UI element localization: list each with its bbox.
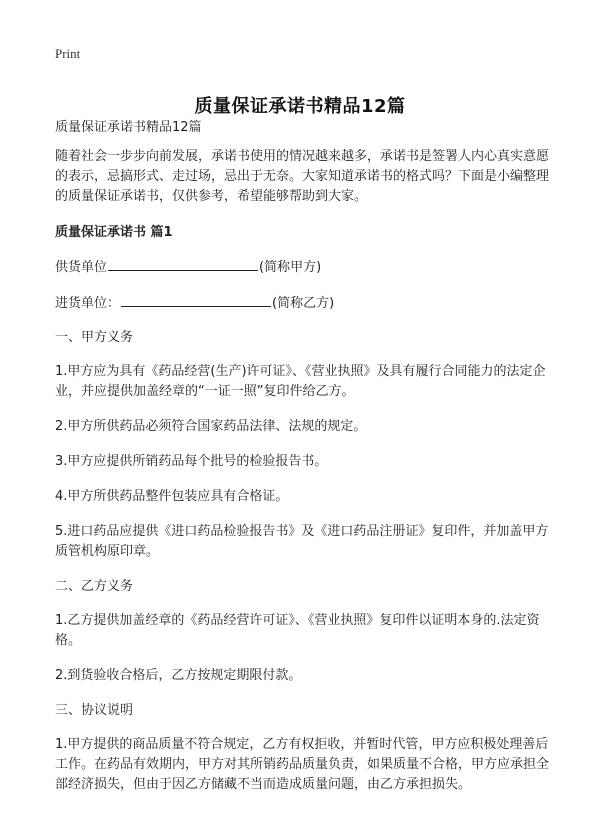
party-b-heading: 二、乙方义务 — [55, 579, 134, 594]
supplier-blank — [108, 256, 258, 271]
agreement-item: 1.甲方提供的商品质量不符合规定，乙方有权拒收，并暂时代管，甲方应积极处理善后工作。在药品有效期内，甲方对其所销药品质量负责，如果质量不合格，甲方应承担全部经济损失，但由于因乙方储藏不当而造成质量问题，由乙方承担损失。 — [55, 737, 550, 792]
agreement-heading: 三、协议说明 — [55, 703, 134, 718]
party-a-item: 1.甲方应为具有《药品经营(生产)许可证》、《营业执照》及具有履行合同能力的法定企业，并应提供加盖经章的“一证一照”复印件给乙方。 — [55, 364, 546, 399]
buyer-suffix: (简称乙方) — [272, 296, 335, 311]
party-b-item: 2.到货验收合格后，乙方按规定期限付款。 — [55, 668, 302, 683]
party-a-item: 3.甲方应提供所销药品每个批号的检验报告书。 — [55, 454, 328, 469]
supplier-label: 供货单位 — [55, 260, 108, 275]
buyer-line — [55, 292, 555, 314]
document-subtitle: 质量保证承诺书精品12篇 — [55, 120, 202, 135]
section-heading: 质量保证承诺书 篇1 — [55, 225, 173, 240]
party-a-heading: 一、甲方义务 — [55, 330, 134, 345]
intro-paragraph: 随着社会一步步向前发展，承诺书使用的情况越来越多，承诺书是签署人内心真实意愿的表示，忌搞形式、走过场，忌出于无奈。大家知道承诺书的格式吗？下面是小编整理的质量保证承诺书，仅供参考，希望能够帮助到大家。 — [55, 149, 550, 204]
buyer-blank — [121, 292, 271, 307]
supplier-line — [55, 256, 555, 278]
party-a-item: 5.进口药品应提供《进口药品检验报告书》及《进口药品注册证》复印件，并加盖甲方质管机构原印章。 — [55, 524, 549, 559]
party-a-item: 2.甲方所供药品必须符合国家药品法律、法规的规定。 — [55, 419, 367, 434]
party-a-item: 4.甲方所供药品整件包装应具有合格证。 — [55, 489, 289, 504]
print-link[interactable]: Print — [55, 46, 81, 61]
supplier-suffix: (简称甲方) — [259, 260, 322, 275]
page-title: 质量保证承诺书精品12篇 — [194, 96, 406, 118]
buyer-label: 进货单位： — [55, 296, 121, 311]
party-b-item: 1.乙方提供加盖经章的《药品经营许可证》、《营业执照》复印件以证明本身的.法定资格。 — [55, 613, 540, 648]
document-body — [55, 118, 555, 810]
